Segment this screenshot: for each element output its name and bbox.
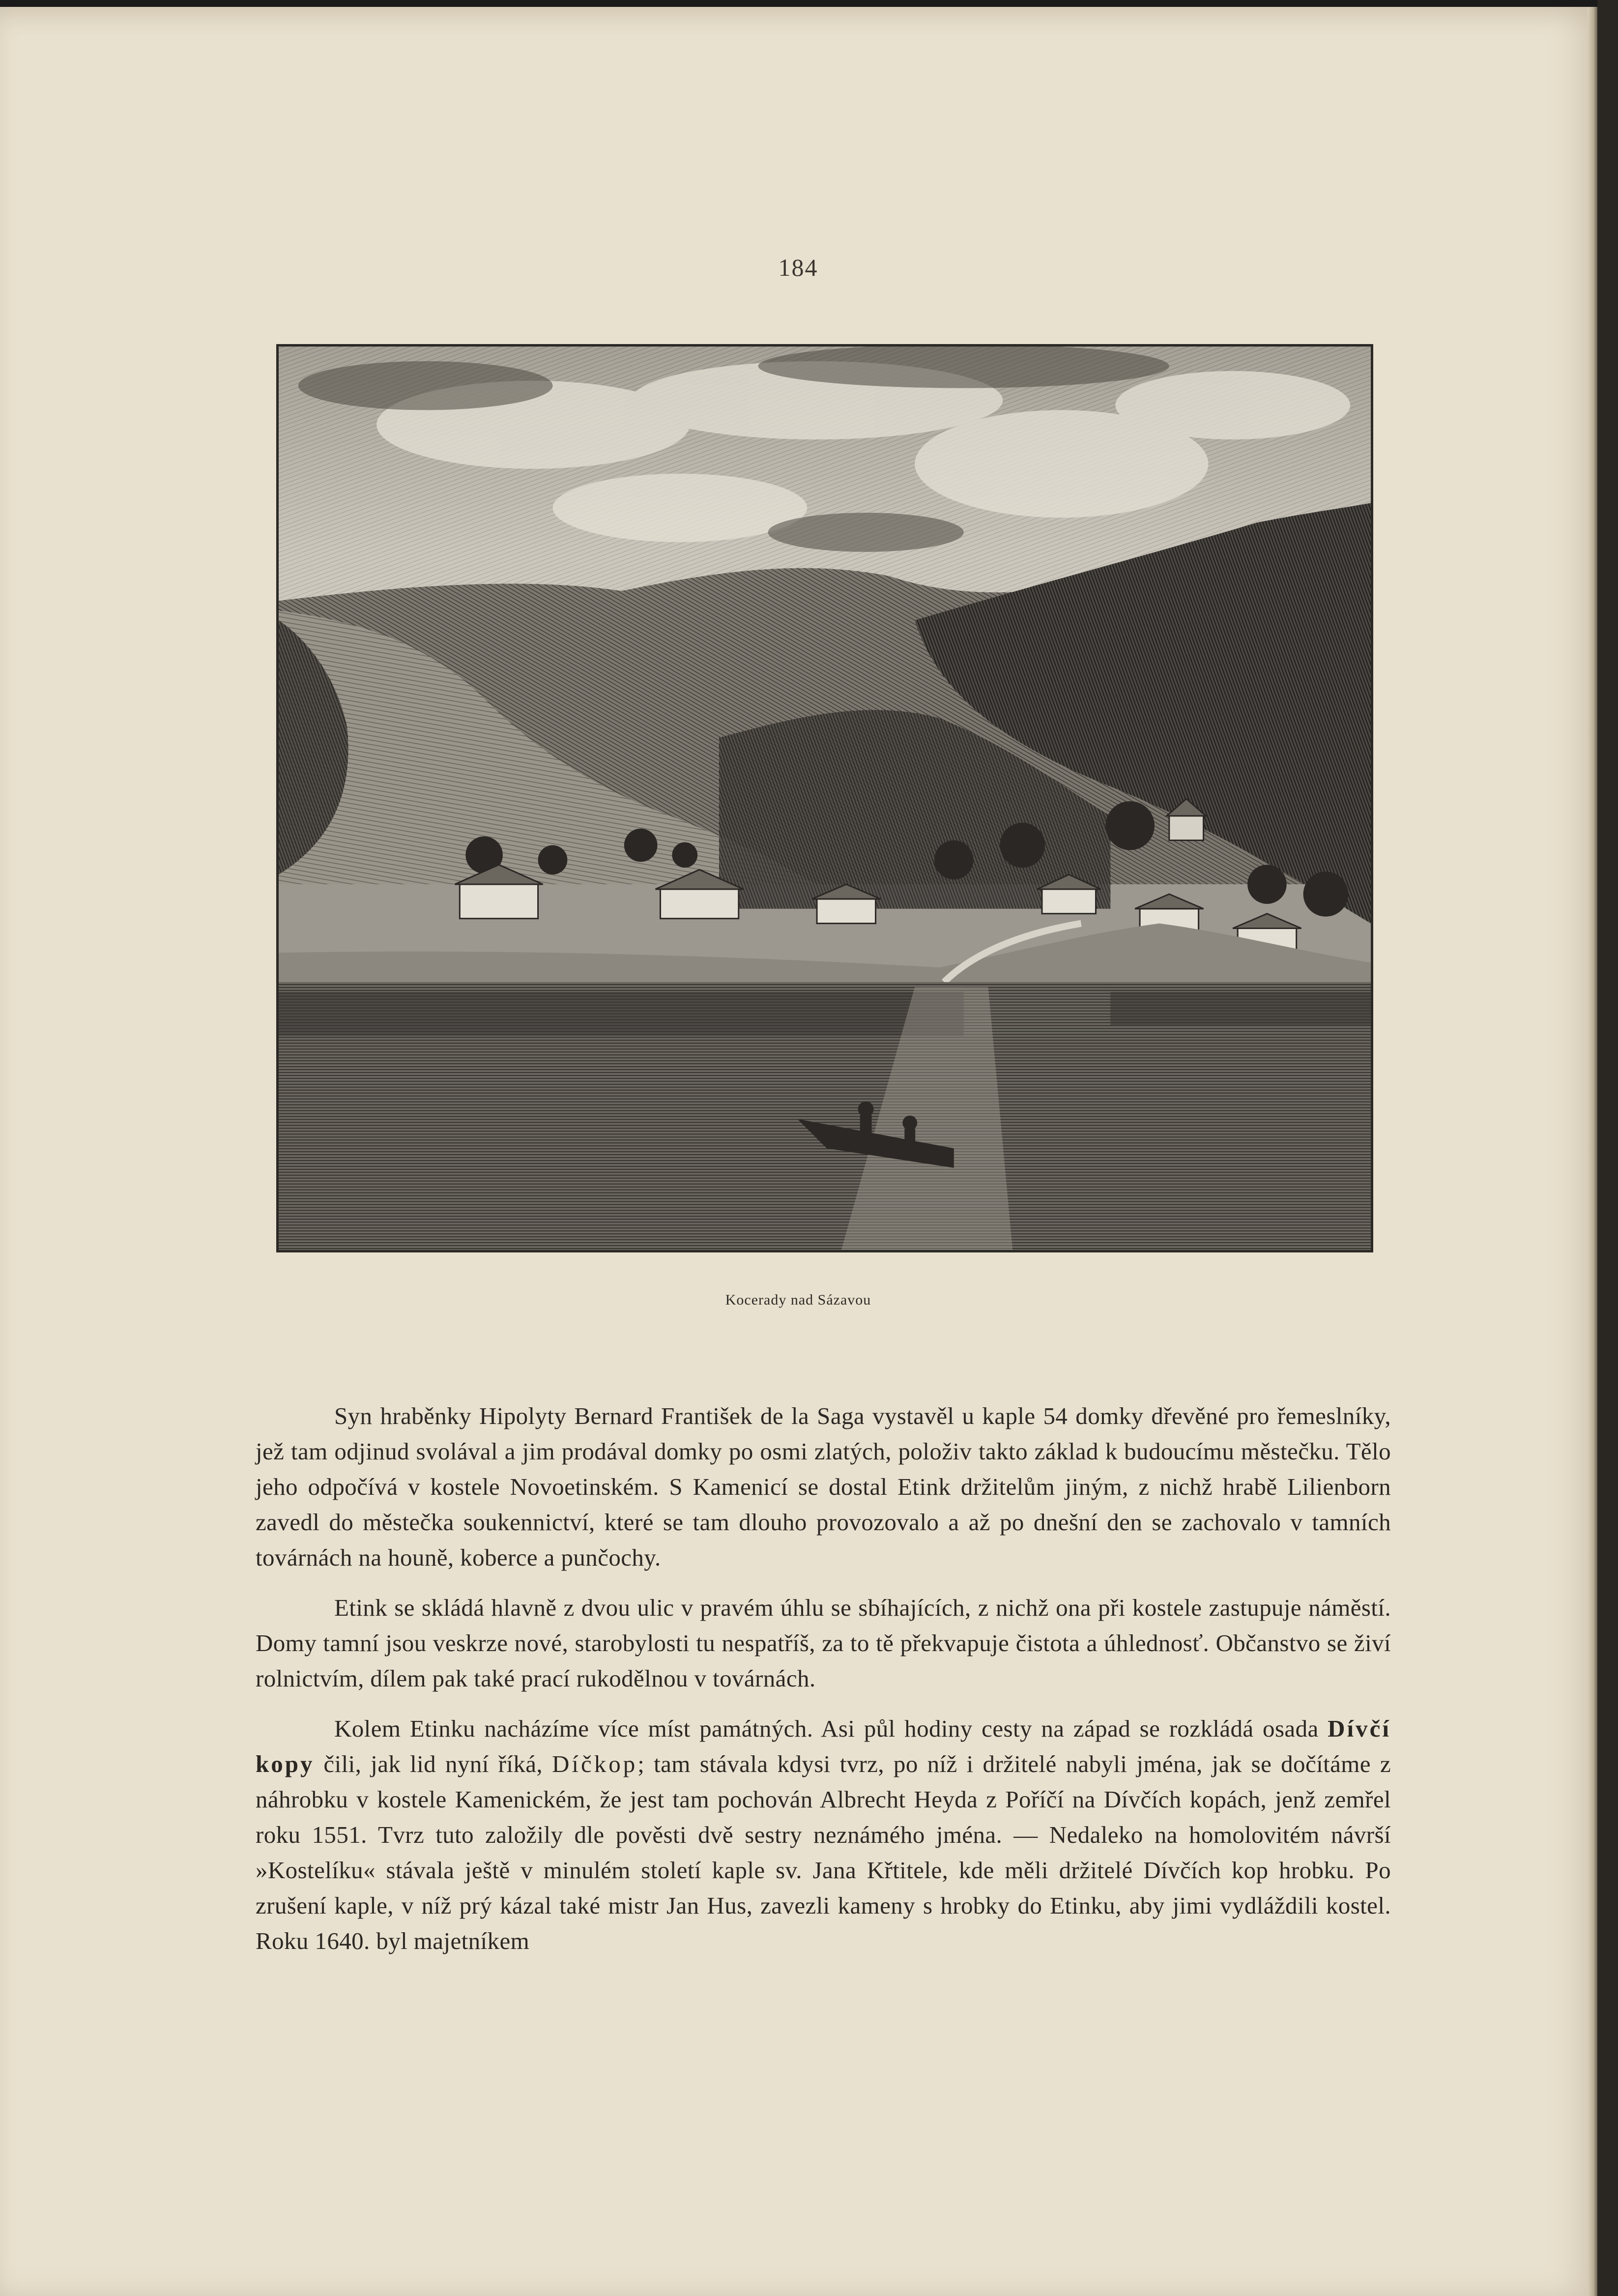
place-name-dickop: Díčkop [551,1750,638,1777]
page-number: 184 [778,254,818,281]
illustration-caption: Kocerady nad Sázavou [725,1292,871,1308]
paragraph-3-text-c: ; tam stávala kdysi tvrz, po níž i držitelé nabyli jména, jak se dočítáme z náhrobku v kostele Kamenickém, že jest tam pochován Albrecht Heyda z Poříčí na Dívčích kopách, jenž zemřel roku 1551. Tvrz tuto založily dle pověsti dvě sestry neznámého jména. — Nedaleko na homolovitém návrší »Kostelíku« stávala ještě v minulém století kaple sv. Jana Křtitele, kde měli držitelé Dívčích kop hrobku. Po zrušení kaple, v níž prý kázal také mistr Jan Hus, zavezli kameny s hrobky do Etinku, aby jimi vydláždili kostel. Roku 1640. byl majetníkem [256,1750,1391,1954]
paragraph-2: Etink se skládá hlavně z dvou ulic v pravém úhlu se sbíhajících, z nichž ona při kostele zastupuje náměstí. Domy tamní jsou veskrze nové, starobylosti tu nespatříš, za to tě překvapuje čistota a úhlednosť. Občanstvo se živí rolnictvím, dílem pak také prací rukodělnou v továrnách. [256,1594,1391,1692]
landscape-engraving [279,347,1371,1250]
engraving-illustration [276,344,1373,1252]
page-gutter-shadow [1588,7,1597,2296]
body-text [256,1398,1391,1974]
paragraph-3-text-b: čili, jak lid nyní říká, [314,1750,552,1777]
paragraph-1: Syn hraběnky Hipolyty Bernard František de la Saga vystavěl u kaple 54 domky dřevěné pro řemeslníky, jež tam odjinud svolával a jim prodával domky po osmi zlatých, položiv takto základ k budoucímu městečku. Tělo jeho odpočívá v kostele Novoetinském. S Kamenicí se dostal Etink držitelům jiným, z nichž hrabě Lilienborn zavedl do městečka soukennictví, které se tam dlouho provozovalo a až po dnešní den se zachovalo v tamních továrnách na houně, koberce a punčochy. [256,1402,1391,1571]
book-spine-edge [1597,0,1618,2296]
place-name-divci-kopy: Dívčí kopy [256,1715,1391,1777]
paragraph-3-text-a: Kolem Etinku nacházíme více míst památných. Asi půl hodiny cesty na západ se rozkládá osada [334,1715,1328,1742]
riverbank [279,924,1371,982]
paragraph-3 [256,1711,1391,1959]
